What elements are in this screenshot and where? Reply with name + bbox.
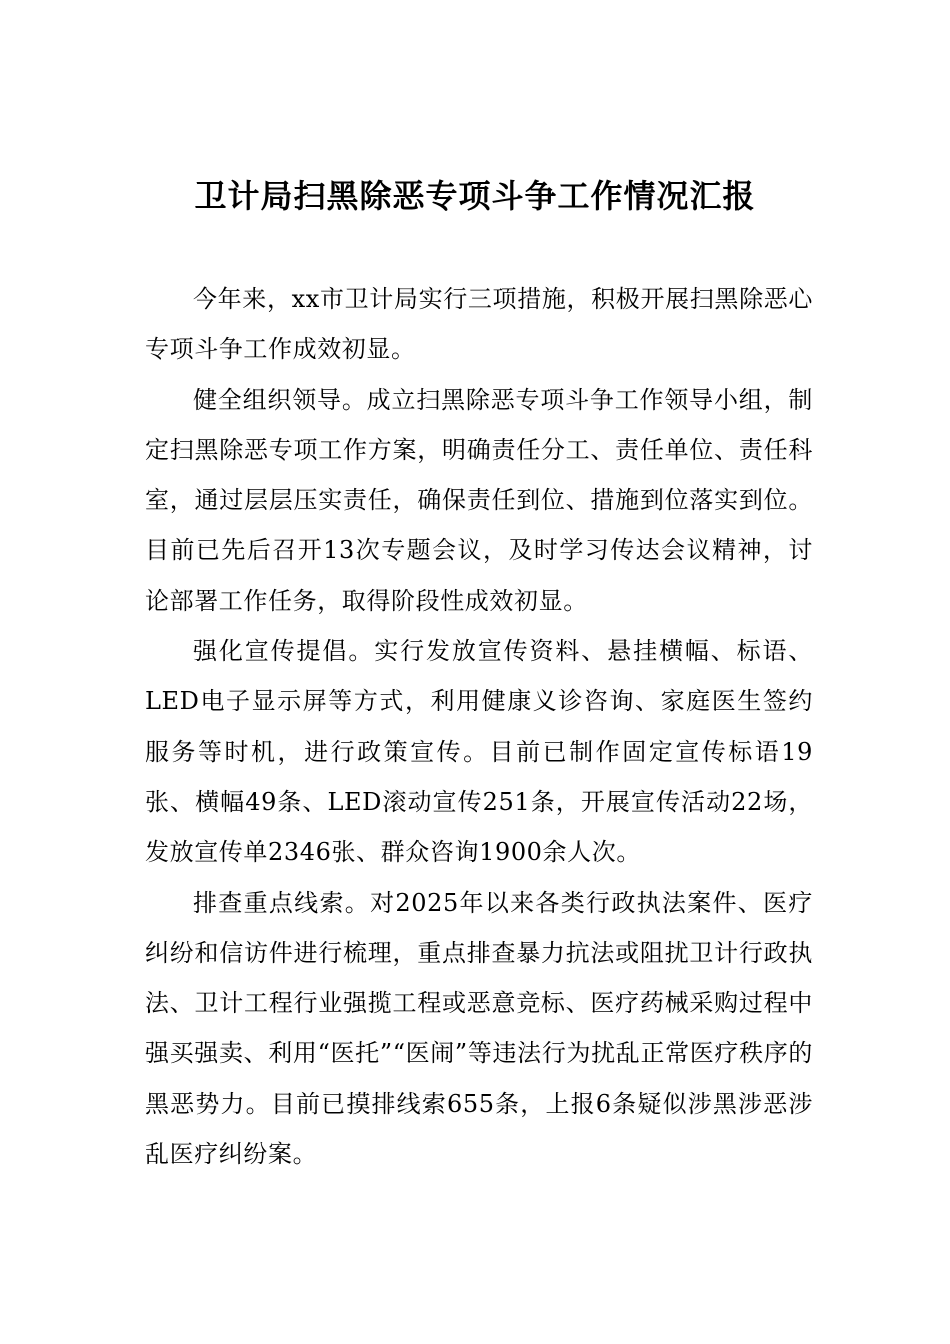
paragraph-intro: 今年来，xx市卫计局实行三项措施，积极开展扫黑除恶心专项斗争工作成效初显。 — [145, 285, 813, 364]
paragraph-publicity: 强化宣传提倡。实行发放宣传资料、悬挂横幅、标语、LED电子显示屏等方式，利用健康义诊咨询、家庭医生签约服务等时机，进行政策宣传。目前已制作固定宣传标语19张、横幅49条、LED滚动宣传251条，开展宣传活动22场，发放宣传单2346张、群众咨询1900余人次。 — [145, 637, 813, 867]
paragraph-investigation: 排查重点线索。对2025年以来各类行政执法案件、医疗纠纷和信访件进行梳理，重点排查暴力抗法或阻扰卫计行政执法、卫计工程行业强揽工程或恶意竞标、医疗药械采购过程中强买强卖、利用“医托”“医闹”等违法行为扰乱正常医疗秩序的黑恶势力。目前已摸排线索655条，上报6条疑似涉黑涉恶涉乱医疗纠纷案。 — [145, 888, 813, 1169]
document-title: 卫计局扫黑除恶专项斗争工作情况汇报 — [194, 177, 756, 215]
paragraph-organization: 健全组织领导。成立扫黑除恶专项斗争工作领导小组，制定扫黑除恶专项工作方案，明确责任分工、责任单位、责任科室，通过层层压实责任，确保责任到位、措施到位落实到位。目前已先后召开13次专题会议，及时学习传达会议精神，讨论部署工作任务，取得阶段性成效初显。 — [145, 385, 813, 615]
document-body — [145, 274, 813, 1179]
